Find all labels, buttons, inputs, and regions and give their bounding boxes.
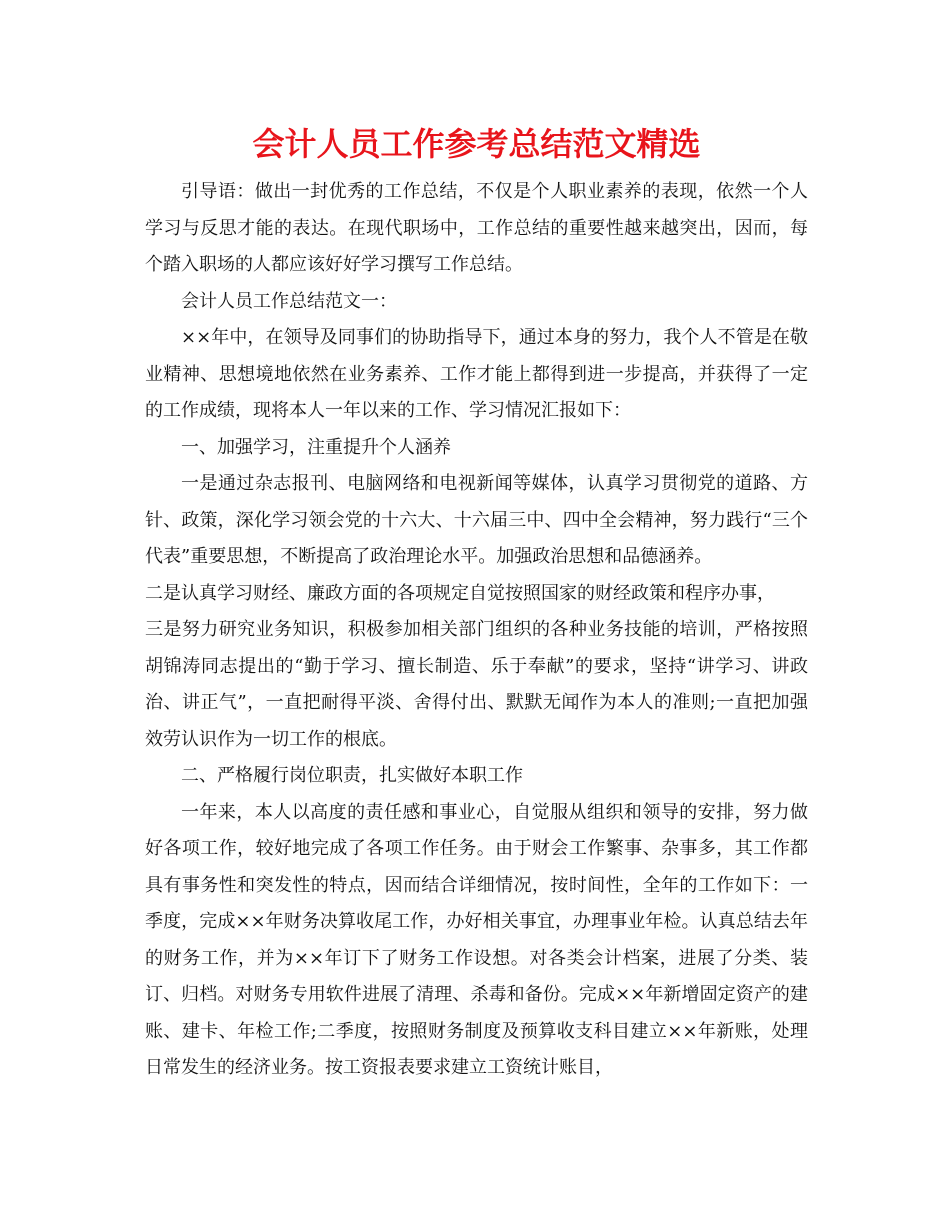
paragraph-study-point-two: 二是认真学习财经、廉政方面的各项规定自觉按照国家的财经政策和程序办事， <box>145 582 775 604</box>
paragraph-heading-study: 一、加强学习，注重提升个人涵养 <box>181 436 451 458</box>
paragraph-study-point-one: 一是通过杂志报刊、电脑网络和电视新闻等媒体，认真学习贯彻党的道路、方针、政策，深化学习领会党的十六大、十六届三中、四中全会精神，努力践行“三个代表”重要思想，不断提高了政治理论水平。加强政治思想和品德涵养。 <box>145 473 808 567</box>
paragraph-intro: 引导语：做出一封优秀的工作总结，不仅是个人职业素养的表现，依然一个人学习与反思才能的表达。在现代职场中，工作总结的重要性越来越突出，因而，每个踏入职场的人都应该好好学习撰写工作总结。 <box>145 181 808 275</box>
paragraph-duties-detail: 一年来，本人以高度的责任感和事业心，自觉服从组织和领导的安排，努力做好各项工作，较好地完成了各项工作任务。由于财会工作繁事、杂事多，其工作都具有事务性和突发性的特点，因而结合详细情况，按时间性，全年的工作如下：一季度，完成××年财务决算收尾工作，办好相关事宜，办理事业年检。认真总结去年的财务工作，并为××年订下了财务工作设想。对各类会计档案，进展了分类、装订、归档。对财务专用软件进展了清理、杀毒和备份。完成××年新增固定资产的建账、建卡、年检工作;二季度，按照财务制度及预算收支科目建立××年新账，处理日常发生的经济业务。按工资报表要求建立工资统计账目， <box>145 801 808 1078</box>
paragraph-overview: ××年中，在领导及同事们的协助指导下，通过本身的努力，我个人不管是在敬业精神、思想境地依然在业务素养、工作才能上都得到进一步提高，并获得了一定的工作成绩，现将本人一年以来的工作、学习情况汇报如下： <box>145 327 808 421</box>
paragraph-study-point-three: 三是努力研究业务知识，积极参加相关部门组织的各种业务技能的培训，严格按照胡锦涛同志提出的“勤于学习、擅长制造、乐于奉献”的要求，坚持“讲学习、讲政治、讲正气”，一直把耐得平淡、舍得付出、默默无闻作为本人的准则;一直把加强效劳认识作为一切工作的根底。 <box>145 619 808 750</box>
paragraph-section-heading-sample-one: 会计人员工作总结范文一： <box>181 290 397 312</box>
document-page <box>145 118 808 1087</box>
document-title: 会计人员工作参考总结范文精选 <box>252 125 701 163</box>
paragraph-heading-duties: 二、严格履行岗位职责，扎实做好本职工作 <box>181 765 523 786</box>
